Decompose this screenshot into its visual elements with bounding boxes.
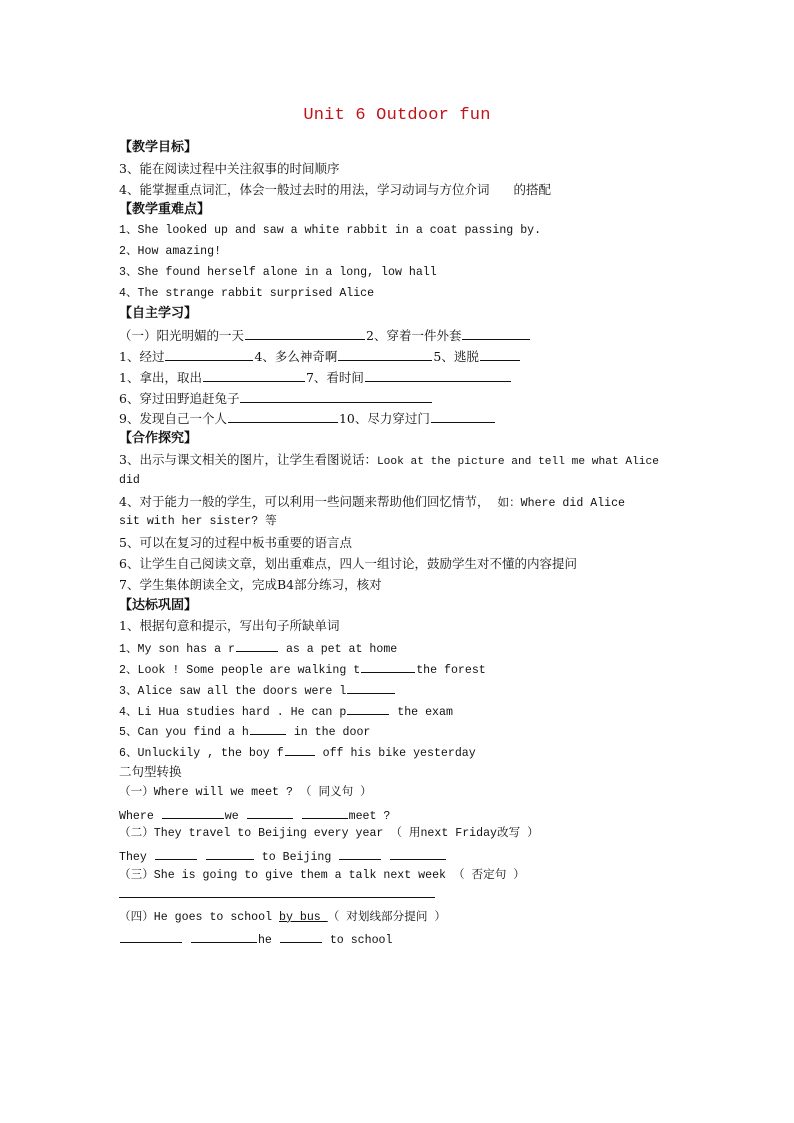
answer-blank[interactable] (338, 346, 432, 361)
answer-blank[interactable] (250, 720, 286, 735)
cooperation-heading: 【合作探究】 (119, 431, 198, 447)
exercise-4: 4、Li Hua studies hard . He can p the exam (119, 700, 689, 721)
underlined-phrase: by bus (279, 910, 328, 924)
answer-blank[interactable] (462, 325, 530, 340)
exercise-2: 2、Look ! Some people are walking t the forest (119, 658, 689, 679)
answer-blank[interactable] (339, 845, 381, 860)
answer-blank[interactable] (228, 408, 338, 423)
answer-blank[interactable] (162, 804, 224, 819)
exercise-6: 6、Unluckily , the boy f off his bike yesterday (119, 741, 689, 762)
answer-blank[interactable] (285, 741, 315, 756)
key-points-heading: 【教学重难点】 (119, 202, 211, 218)
answer-blank[interactable] (245, 325, 365, 340)
consolidation-heading: 【达标巩固】 (119, 597, 198, 613)
coop-item-6: 6、让学生自己阅读文章，划出重难点，四人一组讨论，鼓励学生对不懂的内容提问 (119, 555, 577, 571)
answer-blank[interactable] (236, 637, 278, 652)
answer-blank[interactable] (206, 845, 254, 860)
answer-blank[interactable] (191, 928, 257, 943)
self-study-row-2: 1、经过 4、多么神奇啊 5、逃脱 (119, 346, 689, 367)
answer-blank[interactable] (155, 845, 197, 860)
self-study-row-1: （一）阳光明媚的一天 2、穿着一件外套 (119, 325, 689, 346)
goals-heading: 【教学目标】 (119, 140, 198, 155)
transform-4: （四）He goes to school by bus （ 对划线部分提问 ） (119, 910, 446, 924)
answer-blank[interactable] (361, 658, 415, 673)
answer-blank[interactable] (120, 928, 182, 943)
goal-3: 3、能在阅读过程中关注叙事的时间顺序 (119, 160, 340, 176)
self-study-row-3: 1、拿出，取出 7、看时间 (119, 367, 689, 388)
worksheet-content (119, 138, 689, 949)
coop-item-3-cont: did (119, 473, 140, 487)
transform-2-answer: They to Beijing (119, 845, 689, 866)
transform-3: （三）She is going to give them a talk next week （ 否定句 ） (119, 868, 525, 882)
coop-item-4: 4、对于能力一般的学生，可以利用一些问题来帮助他们回忆情节， 如：Where did Alice (119, 493, 626, 510)
consolidation-intro: 1、根据句意和提示，写出句子所缺单词 (119, 618, 340, 634)
answer-blank[interactable] (203, 367, 305, 382)
self-study-row-4: 6、穿过田野追赶兔子 (119, 388, 689, 409)
transform-2: （二）They travel to Beijing every year （ 用next Friday改写 ） (119, 827, 539, 841)
answer-blank[interactable] (365, 367, 511, 382)
self-study-heading: 【自主学习】 (119, 306, 198, 322)
answer-blank[interactable] (347, 700, 389, 715)
transform-3-answer-line[interactable] (119, 896, 435, 898)
answer-blank[interactable] (165, 346, 253, 361)
self-study-row-5: 9、发现自己一个人 10、尽力穿过门 (119, 408, 689, 429)
key-point-4: 4、The strange rabbit surprised Alice (119, 286, 375, 300)
transform-1-answer: Where we meet ? (119, 804, 689, 825)
coop-item-4-cont: sit with her sister? 等 (119, 515, 277, 529)
key-point-2: 2、How amazing! (119, 244, 222, 258)
coop-item-7: 7、学生集体朗读全文，完成B4部分练习，核对 (119, 576, 382, 592)
page-title: Unit 6 Outdoor fun (303, 106, 491, 125)
goal-4: 4、能掌握重点词汇，体会一般过去时的用法，学习动词与方位介词 的搭配 (119, 181, 551, 197)
answer-blank[interactable] (431, 408, 495, 423)
transform-1: （一）Where will we meet ? （ 同义句 ） (119, 785, 372, 799)
answer-blank[interactable] (302, 804, 348, 819)
coop-item-5: 5、可以在复习的过程中板书重要的语言点 (119, 535, 352, 551)
key-point-3: 3、She found herself alone in a long, low hall (119, 265, 437, 279)
transform-4-answer: he to school (119, 928, 689, 949)
exercise-1: 1、My son has a r as a pet at home (119, 637, 689, 658)
answer-blank[interactable] (280, 928, 322, 943)
answer-blank[interactable] (247, 804, 293, 819)
answer-blank[interactable] (480, 346, 520, 361)
answer-blank[interactable] (347, 679, 395, 694)
coop-item-3: 3、出示与课文相关的图片，让学生看图说话：Look at the picture and tell me what Alice (119, 451, 659, 468)
answer-blank[interactable] (390, 845, 446, 860)
transform-heading: 二句型转换 (119, 763, 182, 779)
answer-blank[interactable] (240, 388, 432, 403)
key-point-1: 1、She looked up and saw a white rabbit in a coat passing by. (119, 224, 542, 238)
exercise-3: 3、Alice saw all the doors were l (119, 679, 689, 700)
exercise-5: 5、Can you find a h in the door (119, 720, 689, 741)
